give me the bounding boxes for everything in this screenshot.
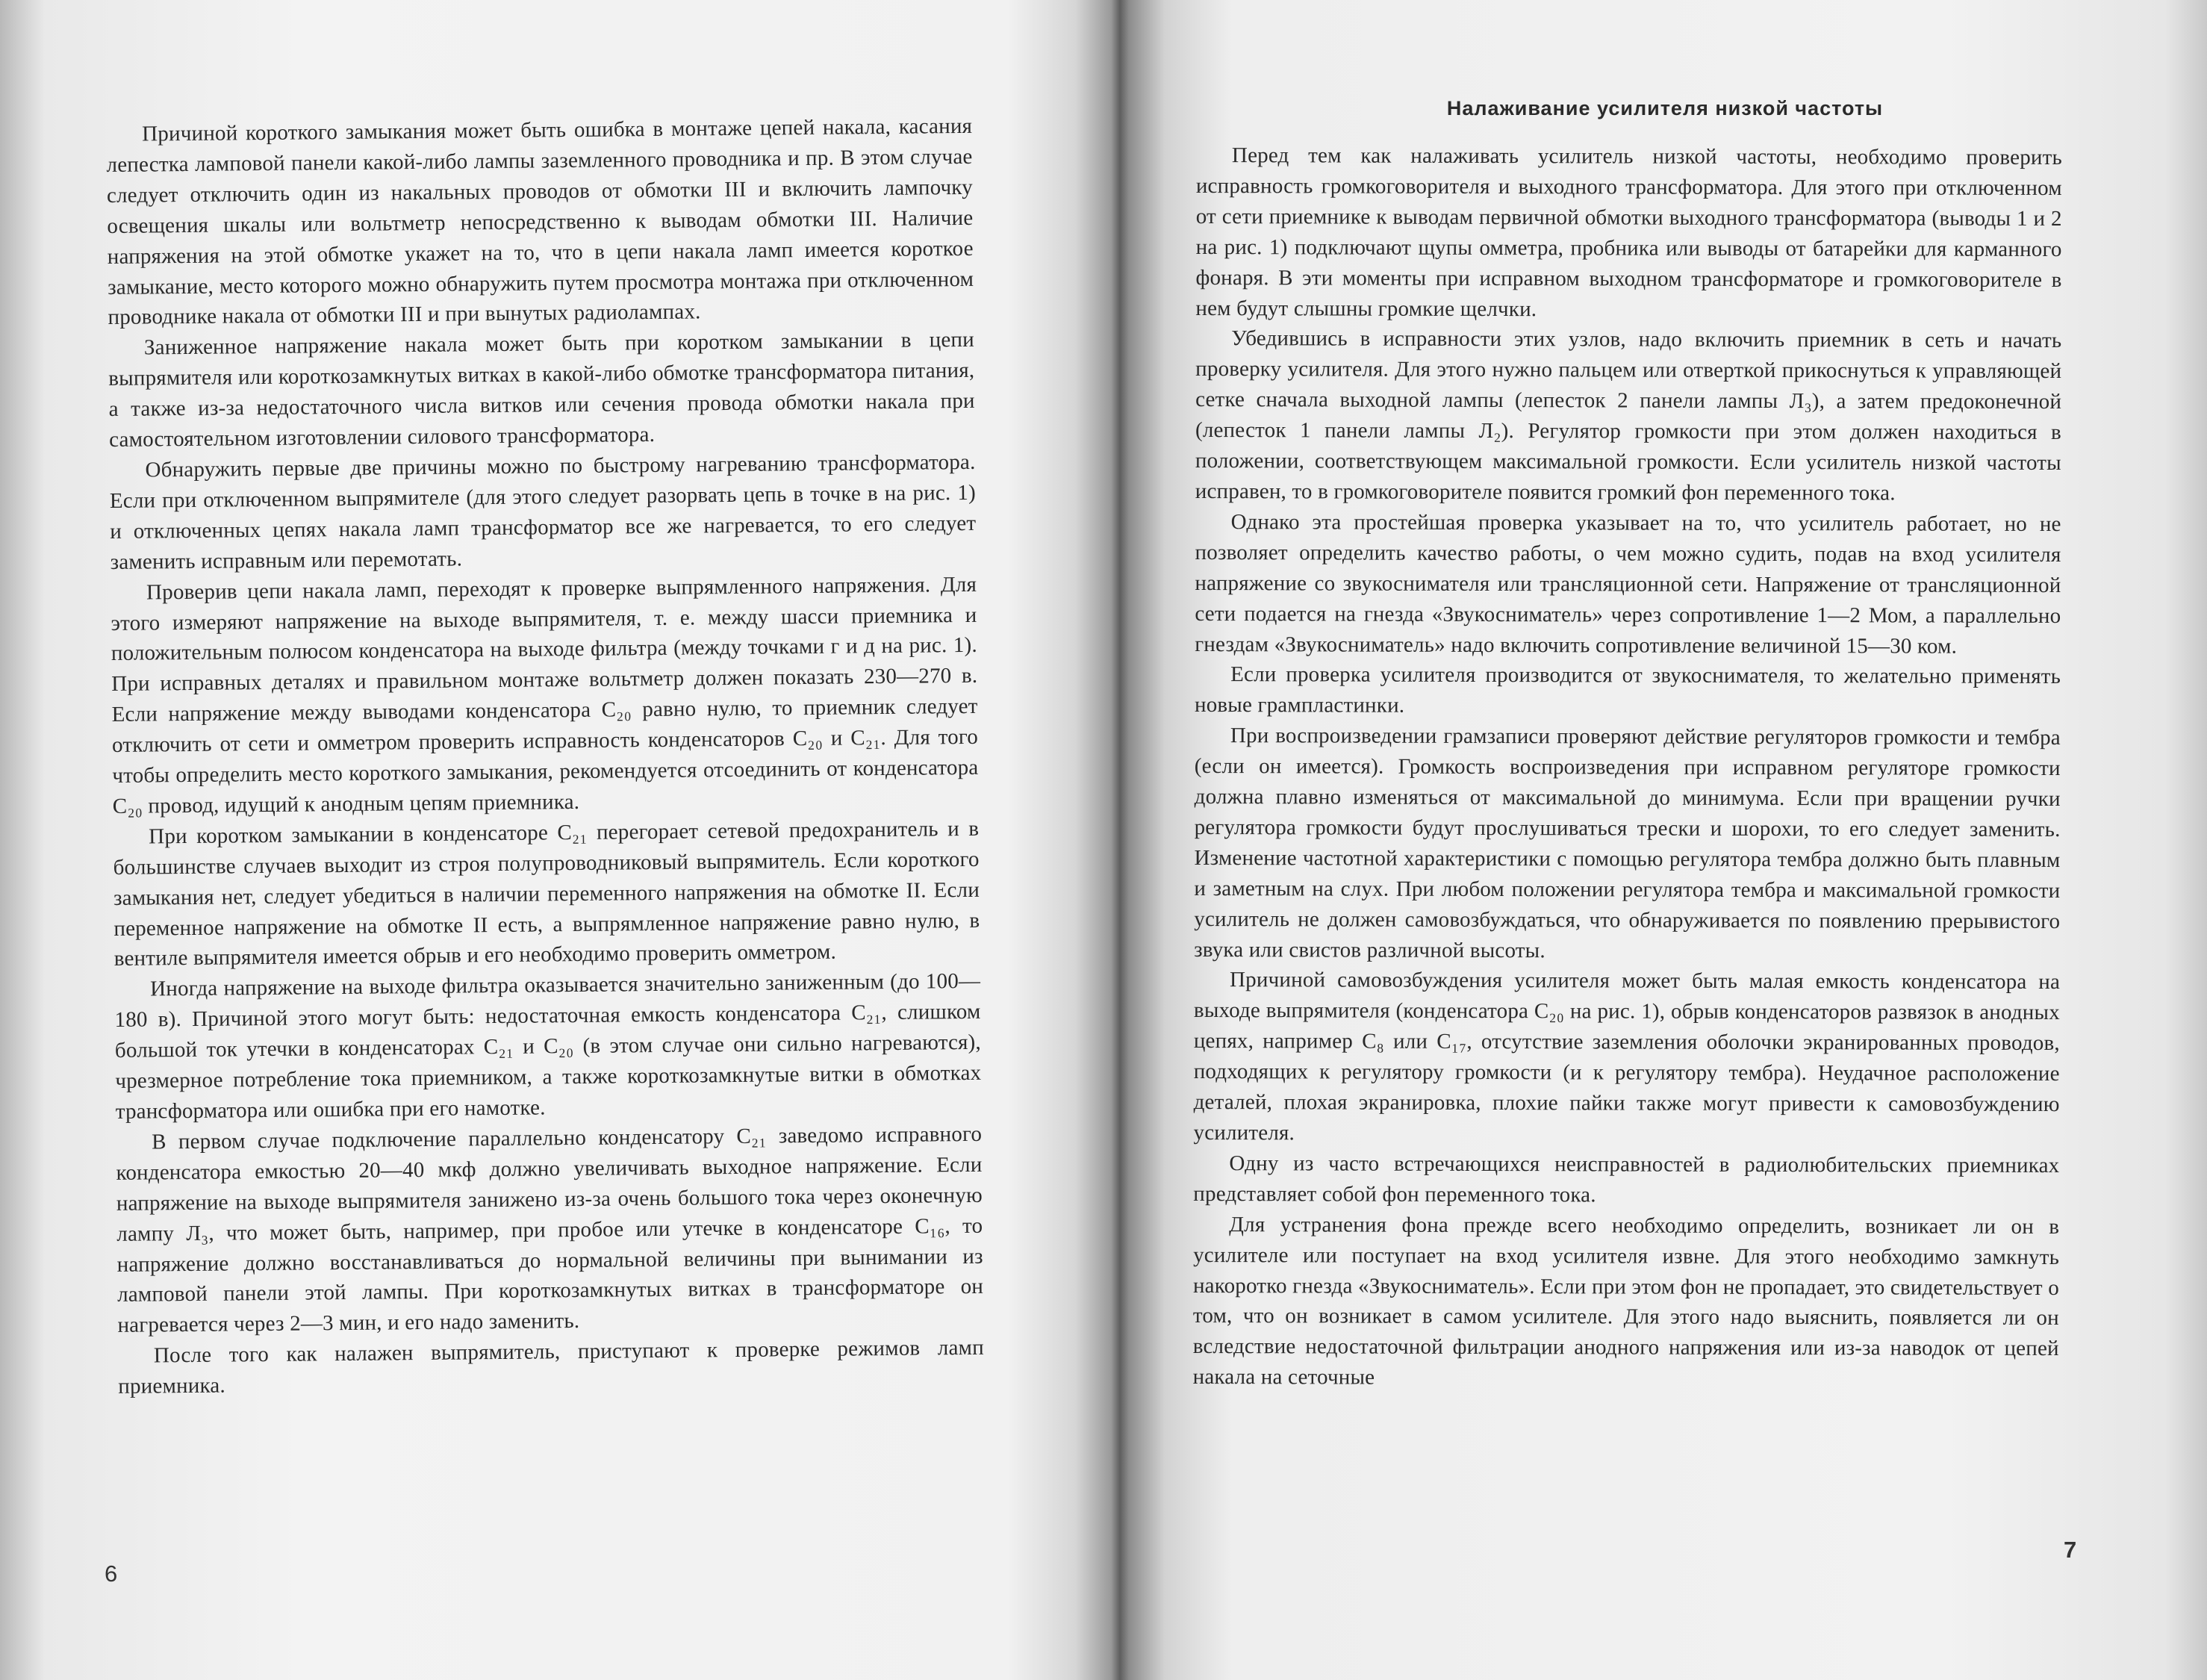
paragraph: Проверив цепи накала ламп, переходят к проверке выпрямленного напряжения. Для этого измеряют напряжение на выходе выпрямителя, т. е. между шасси приемника и положительным полюсом конденсатора на выходе фильтра (между точками г и д на рис. 1). При исправных деталях и правильном монтаже вольтметр должен показать 230—270 в. Если напряжение между выводами конденсатора C₂₀ равно нулю, то приемник следует отключить от сети и омметром проверить исправность конденсаторов C₂₀ и C₂₁. Для того чтобы определить место короткого замыкания, рекомендуется отсоединить от конденсатора C₂₀ провод, идущий к анодным цепям приемника. xyxy=(110,572,979,818)
page-number-left: 6 xyxy=(105,1561,118,1587)
paragraph: Одну из часто встречающихся неисправностей в радиолюбительских приемниках представляет собой фон переменного тока. xyxy=(1193,1151,2060,1207)
right-page-text xyxy=(1193,140,2062,1395)
paragraph: Заниженное напряжение накала может быть при коротком замыкании в цепи выпрямителя или короткозамкнутых витках в какой-либо обмотке трансформатора питания, а также из-за недостаточного числа витков или сечения провода обмотки накала при самостоятельном изготовлении силового трансформатора. xyxy=(108,328,975,452)
left-page-text xyxy=(106,111,984,1402)
page-number-right: 7 xyxy=(2064,1537,2077,1563)
paragraph: Иногда напряжение на выходе фильтра оказывается значительно заниженным (до 100—180 в). Причиной этого могут быть: недостаточная емкость конденсатора C₂₁, слишком большой ток утечки в конденсаторах C₂₁ и C₂₀ (в этом случае они сильно нагреваются), чрезмерное потребление тока приемником, а также короткозамкнутые витки в обмотках трансформатора или ошибка при его намотке. xyxy=(114,969,982,1124)
paragraph: После того как налажен выпрямитель, приступают к проверке режимов ламп приемника. xyxy=(118,1336,984,1399)
right-page xyxy=(1127,0,2207,1680)
paragraph: Однако эта простейшая проверка указывает на то, что усилитель работает, но не позволяет определить качество работы, о чем можно судить, подав на вход усилителя напряжение со звукоснимателя или трансляционной сети. Напряжение от трансляционной сети подается на гнезда «Звукосниматель» через сопротивление 1—2 Мом, а параллельно гнездам «Звукосниматель» надо включить сопротивление величиной 15—30 ком. xyxy=(1195,509,2061,659)
paragraph: Причиной короткого замыкания может быть ошибка в монтаже цепей накала, касания лепестка ламповой панели какой-либо лампы заземленного проводника и пр. В этом случае следует отключить один из накальных проводов от обмотки III и включить лампочку освещения шкалы или вольтметр непосредственно к выводам обмотки III. Наличие напряжения на этой обмотке укажет на то, что в цепи накала ламп имеется короткое замыкание, место которого можно обнаружить путем просмотра монтажа при отключенном проводнике накала от обмотки III и при вынутых радиолампах. xyxy=(106,113,974,330)
paragraph: При коротком замыкании в конденсаторе C₂₁ перегорает сетевой предохранитель и в большинстве случаев выходит из строя полупроводниковый выпрямитель. Если короткого замыкания нет, следует убедиться в наличии переменного напряжения на обмотке II. Если переменное напряжение на обмотке II есть, а выпрямленное напряжение равно нулю, в вентиле выпрямителя имеется обрыв и его необходимо проверить омметром. xyxy=(113,816,980,971)
paragraph: Причиной самовозбуждения усилителя может быть малая емкость конденсатора на выходе выпрямителя (конденсатора C₂₀ на рис. 1), обрыв конденсаторов развязок в анодных цепях, например C₈ или C₁₇, отсутствие заземления оболочки экранированных проводов, подходящих к регулятору громкости (и к регулятору тембра). Неудачное расположение деталей, плохая экранировка, плохие пайки также могут привести к самовозбуждению усилителя. xyxy=(1193,968,2061,1145)
paragraph: Обнаружить первые две причины можно по быстрому нагреванию трансформатора. Если при отключенном выпрямителе (для этого следует разорвать цепь в точке в на рис. 1) и отключенных цепях накала ламп трансформатор все же нагревается, то его следует заменить исправным или перемотать. xyxy=(109,449,977,574)
section-heading: Налаживание усилителя низкой частоты xyxy=(1446,97,1884,119)
paragraph: При воспроизведении грамзаписи проверяют действие регуляторов громкости и тембра (если он имеется). Громкость воспроизведения при исправном регуляторе громкости должна плавно изменяться от максимальной до минимума. Если при вращении ручки регулятора громкости будут прослушиваться трески и шорохи, то его следует заменить. Изменение частотной характеристики с помощью регулятора тембра должно быть плавным и заметным на слух. При любом положении регулятора тембра и максимальной громкости усилитель не должен самовозбуждаться, что обнаруживается по появлению прерывистого звука или свистов различной высоты. xyxy=(1194,724,2061,962)
paragraph: В первом случае подключение параллельно конденсатору C₂₁ заведомо исправного конденсатора емкостью 20—40 мкф должно увеличивать выходное напряжение. Если напряжение на выходе выпрямителя занижено из-за очень большого тока через оконечную лампу Л₃, что может быть, например, при пробое или утечке в конденсаторе C₁₆, то напряжение должно восстанавливаться до нормальной величины при вынимании из ламповой панели этой лампы. При короткозамкнутых витках в трансформаторе он нагревается через 2—3 мин, и его надо заменить. xyxy=(116,1121,984,1338)
paragraph: Если проверка усилителя производится от звукоснимателя, то желательно применять новые грампластинки. xyxy=(1194,662,2061,718)
paragraph: Для устранения фона прежде всего необходимо определить, возникает ли он в усилителе или поступает на вход усилителя извне. Для этого необходимо замкнуть накоротко гнезда «Звукосниматель». Если при этом фон не пропадает, это свидетельствует о том, что он возникает в самом усилителе. Для этого надо выяснить, появляется ли он вследствие недостаточной фильтрации анодного напряжения или из-за наводок от цепей накала на сеточные xyxy=(1192,1212,2060,1390)
paragraph: Убедившись в исправности этих узлов, надо включить приемник в сеть и начать проверку усилителя. Для этого нужно пальцем или отверткой прикоснуться к управляющей сетке сначала выходной лампы (лепесток 2 панели лампы Л₃), а затем предоконечной (лепесток 1 панели лампы Л₂). Регулятор громкости при этом должен находиться в положении, соответствующем максимальной громкости. Если усилитель низкой частоты исправен, то в громкоговорителе появится громкий фон переменного тока. xyxy=(1195,326,2062,505)
paragraph: Перед тем как налаживать усилитель низкой частоты, необходимо проверить исправность громкоговорителя и выходного трансформатора. Для этого при отключенном от сети приемнике к выводам первичной обмотки выходного трансформатора (выводы 1 и 2 на рис. 1) подключают щупы омметра, пробника или выводы от батарейки для карманного фонаря. В эти моменты при исправном выходном трансформаторе и громкоговорителе в нем будут слышны громкие щелчки. xyxy=(1195,143,2062,321)
